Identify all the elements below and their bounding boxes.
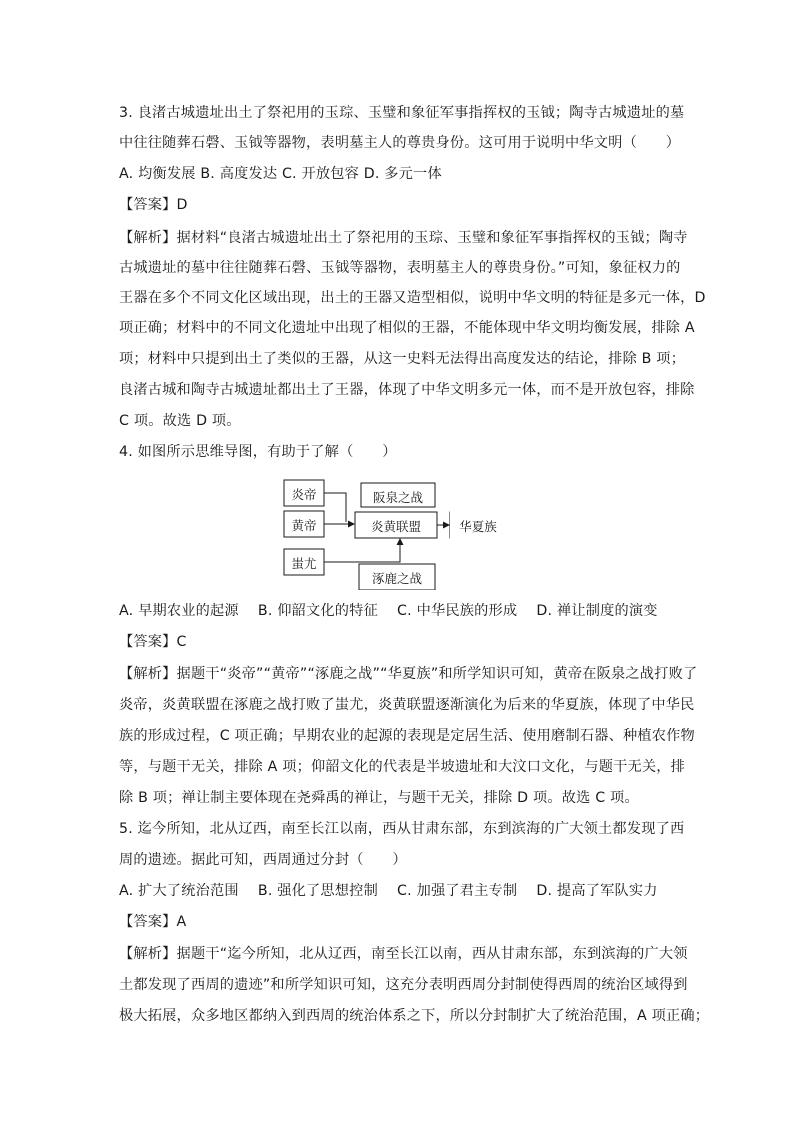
q4-analysis-line-5: 除 B 项；禅让制主要体现在尧舜禹的禅让，与题干无关，排除 D 项。故选 C 项。	[119, 790, 639, 806]
q3-answer: 【答案】D	[119, 197, 188, 213]
q4-options: A. 早期农业的起源 B. 仰韶文化的特征 C. 中华民族的形成 D. 禅让制度的演变	[119, 603, 658, 619]
q3-analysis-line-1: 【解析】据材料“良渚古城遗址出土了祭祀用的玉琮、玉璧和象征军事指挥权的玉钺；陶寺	[119, 230, 688, 246]
q3-analysis-line-6: 良渚古城和陶寺古城遗址都出土了王器，体现了中华文明多元一体，而不是开放包容，排除	[119, 382, 695, 398]
q5-analysis-line-1: 【解析】据题干“迄今所知，北从辽西，南至长江以南，西从甘肃东部，东到滨海的广大领	[119, 946, 688, 962]
q4-stem: 4. 如图所示思维导图，有助于了解（ ）	[119, 444, 397, 460]
q3-analysis-line-7: C 项。故选 D 项。	[119, 413, 241, 429]
q5-analysis-line-3: 极大拓展，众多地区都纳入到西周的统治体系之下，所以分封制扩大了统治范围，A 项正确；	[119, 1008, 710, 1024]
label-yandi: 炎帝	[291, 487, 317, 502]
q3-analysis-line-2: 古城遗址的墓中往往随葬石磬、玉钺等器物，表明墓主人的尊贵身份。”可知，象征权力的	[119, 260, 681, 276]
label-chiyou: 蚩尤	[291, 556, 317, 571]
q3-analysis-line-4: 项正确；材料中的不同文化遗址中出现了相似的王器，不能体现中华文明均衡发展，排除 A	[119, 320, 695, 336]
connector-yandi	[324, 493, 346, 522]
label-zhuolu: 涿鹿之战	[371, 571, 422, 586]
q5-analysis-line-2: 土都发现了西周的遗迹”和所学知识可知，这充分表明西周分封制使得西周的统治区域得到	[119, 977, 688, 993]
q4-analysis-line-1: 【解析】据题干“炎帝”“黄帝”“涿鹿之战”“华夏族”和所学知识可知，黄帝在阪泉之战打败了	[119, 666, 698, 682]
label-yanhuang: 炎黄联盟	[370, 519, 421, 534]
q3-stem-line-2: 中往往随葬石磬、玉钺等器物，表明墓主人的尊贵身份。这可用于说明中华文明（ ）	[119, 135, 681, 151]
q4-answer: 【答案】C	[119, 634, 187, 650]
q5-options: A. 扩大了统治范围 B. 强化了思想控制 C. 加强了君主专制 D. 提高了军队实力	[119, 883, 658, 899]
q5-stem-line-1: 5. 迄今所知，北从辽西，南至长江以南，西从甘肃东部，东到滨海的广大领土都发现了西	[119, 821, 685, 837]
label-huaxia: 华夏族	[459, 519, 497, 534]
q4-analysis-line-2: 炎帝，炎黄联盟在涿鹿之战打败了蚩尤，炎黄联盟逐渐演化为后来的华夏族，体现了中华民	[119, 697, 695, 713]
label-huangdi: 黄帝	[291, 518, 317, 533]
label-banquan: 阪泉之战	[372, 490, 423, 505]
q4-analysis-line-4: 等，与题干无关，排除 A 项；仰韶文化的代表是半坡遗址和大汶口文化，与题干无关，排	[119, 759, 686, 775]
q3-analysis-line-3: 王器在多个不同文化区域出现，出土的王器又造型相似，说明中华文明的特征是多元一体，D	[119, 290, 706, 306]
q5-stem-line-2: 周的遗迹。据此可知，西周通过分封（ ）	[119, 852, 407, 868]
q3-options: A. 均衡发展 B. 高度发达 C. 开放包容 D. 多元一体	[119, 166, 442, 182]
q3-analysis-line-5: 项；材料中只提到出土了类似的王器，从这一史料无法得出高度发达的结论，排除 B 项；	[119, 351, 686, 367]
arrow-chiyou-to-alliance	[324, 539, 400, 562]
q4-analysis-line-3: 族的形成过程，C 项正确；早期农业的起源的表现是定居生活、使用磨制石器、种植农作物	[119, 728, 695, 744]
q5-answer: 【答案】A	[119, 914, 187, 930]
q3-stem-line-1: 3. 良渚古城遗址出土了祭祀用的玉琮、玉璧和象征军事指挥权的玉钺；陶寺古城遗址的墓	[119, 105, 685, 121]
